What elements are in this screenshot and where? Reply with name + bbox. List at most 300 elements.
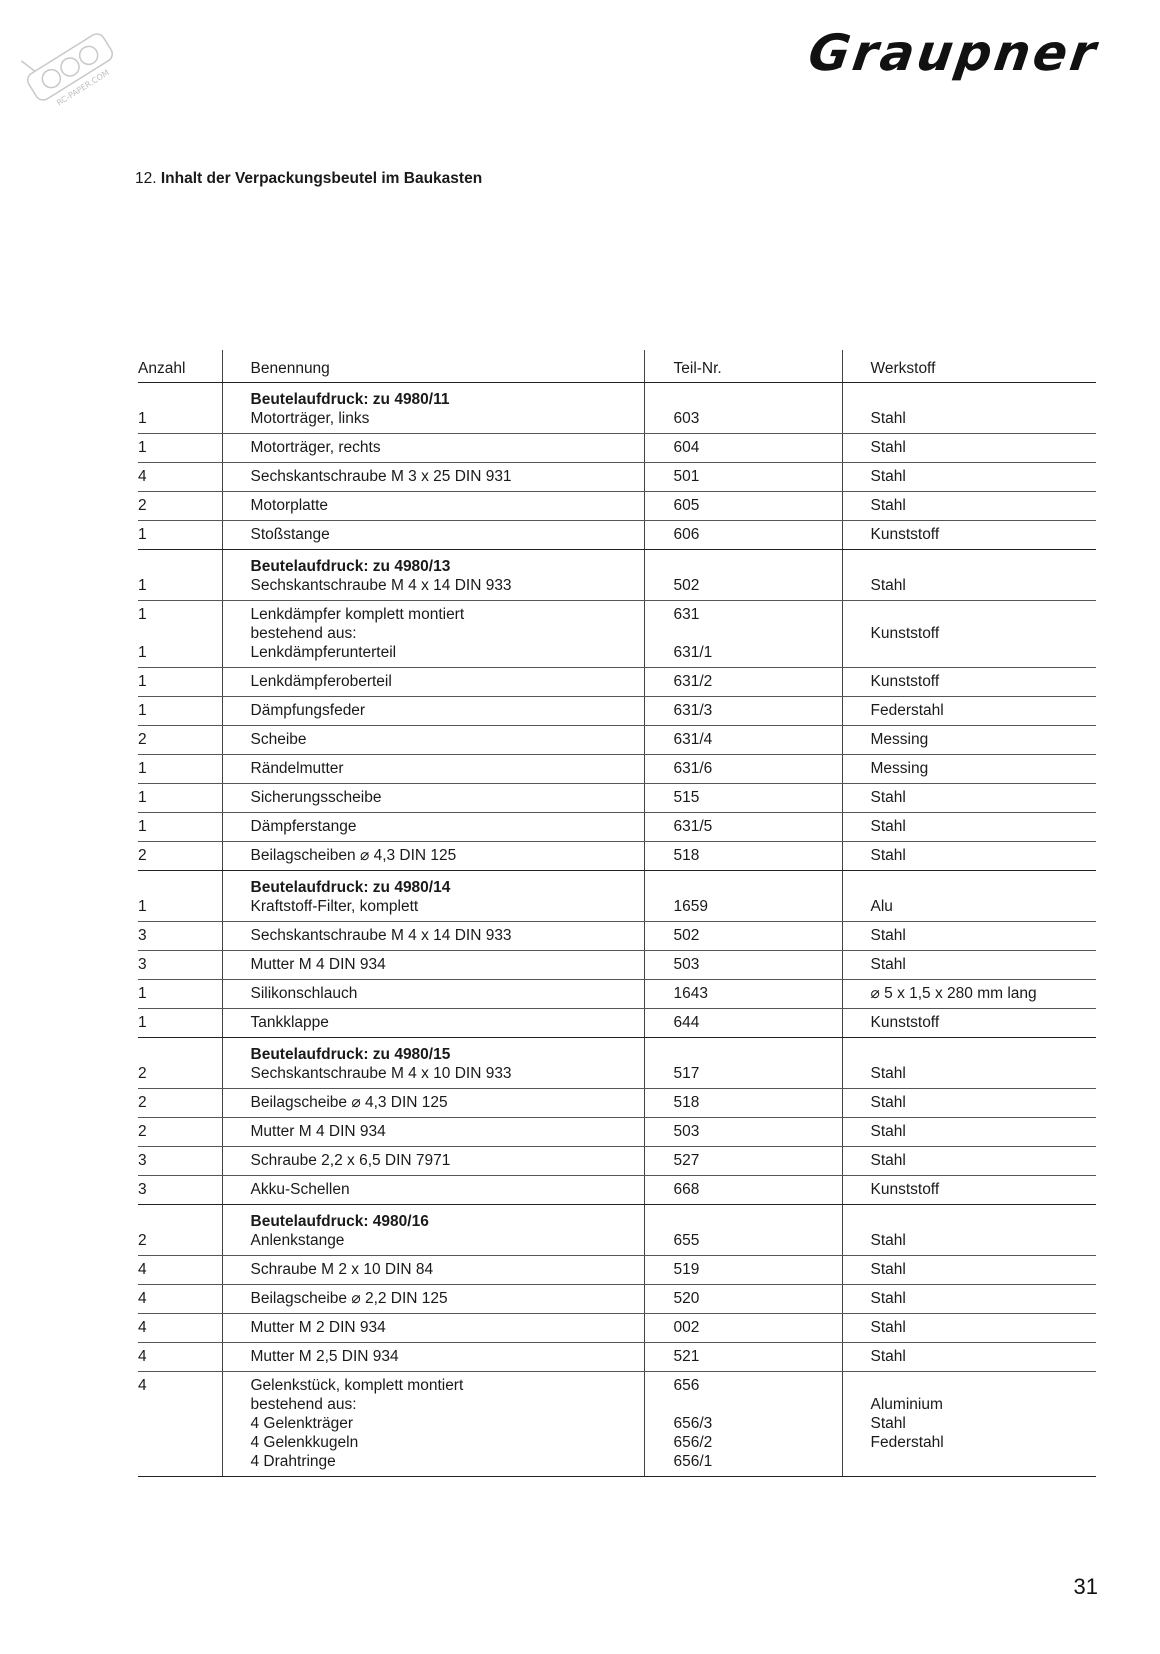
part-number: 519: [673, 1261, 700, 1278]
column-header-name: Benennung: [222, 350, 644, 383]
part-cell: [644, 697, 842, 726]
spacer: [138, 1414, 222, 1433]
material-cell: [842, 383, 1096, 434]
table-row: [138, 463, 1096, 492]
material-value: Kunststoff: [870, 1014, 940, 1031]
qty-cell: [138, 784, 222, 813]
material-cell: [842, 1314, 1096, 1343]
material-value: Stahl: [870, 1065, 906, 1082]
part-number: 631/4: [673, 731, 713, 748]
material-value: Stahl: [870, 1152, 906, 1169]
table-row: [138, 1118, 1096, 1147]
qty-cell: [138, 1205, 222, 1256]
name-cell: [222, 842, 644, 871]
name-cell: [222, 1038, 644, 1089]
table-row: [138, 383, 1096, 434]
part-number: 501: [673, 468, 700, 485]
part-cell: [644, 1089, 842, 1118]
part-number: 518: [673, 847, 700, 864]
part-number: 668: [673, 1181, 700, 1198]
qty-cell: [138, 1285, 222, 1314]
material-cell: [842, 755, 1096, 784]
name-cell: [222, 1118, 644, 1147]
material-cell: [842, 922, 1096, 951]
material-value: Messing: [870, 731, 929, 748]
item-name: Stoßstange: [250, 526, 330, 543]
item-name: Gelenkstück, komplett montiert: [250, 1377, 464, 1394]
name-cell: [222, 980, 644, 1009]
part-number: 502: [673, 577, 700, 594]
item-name: Rändelmutter: [250, 760, 344, 777]
table-row: [138, 668, 1096, 697]
item-name: Lenkdämpfer komplett montiert: [250, 606, 465, 623]
sub-label: bestehend aus:: [250, 1396, 357, 1413]
qty-value: 3: [138, 956, 147, 973]
qty-value: 2: [138, 1232, 147, 1249]
column-header-qty: Anzahl: [138, 350, 222, 383]
qty-cell: [138, 550, 222, 601]
name-cell: [222, 813, 644, 842]
column-header-part: Teil-Nr.: [644, 350, 842, 383]
material-value: Stahl: [870, 927, 906, 944]
material-value: Stahl: [870, 789, 906, 806]
part-number: 002: [673, 1319, 700, 1336]
name-cell: [222, 1285, 644, 1314]
name-cell: [222, 550, 644, 601]
table-row: [138, 1343, 1096, 1372]
qty-value: 1: [138, 702, 147, 719]
table-row: [138, 1009, 1096, 1038]
part-number: 631: [673, 606, 700, 623]
name-cell: [222, 492, 644, 521]
item-name: Sechskantschraube M 3 x 25 DIN 931: [250, 468, 512, 485]
name-cell: [222, 1147, 644, 1176]
name-cell: [222, 1256, 644, 1285]
table-row: [138, 521, 1096, 550]
material-value: Federstahl: [870, 702, 944, 719]
part-number: 517: [673, 1065, 700, 1082]
table-row: [138, 1176, 1096, 1205]
material-cell: [842, 463, 1096, 492]
qty-value: 1: [138, 410, 147, 427]
part-number: 503: [673, 956, 700, 973]
name-cell: [222, 1372, 644, 1477]
item-name: Beilagscheibe ⌀ 4,3 DIN 125: [250, 1094, 448, 1111]
table-row: [138, 1038, 1096, 1089]
part-number: 503: [673, 1123, 700, 1140]
material-value: Stahl: [870, 1094, 906, 1111]
table-row: [138, 434, 1096, 463]
part-cell: [644, 1285, 842, 1314]
qty-cell: [138, 668, 222, 697]
material-cell: [842, 1038, 1096, 1089]
qty-value: 4: [138, 1290, 147, 1307]
qty-value: 1: [138, 760, 147, 777]
name-cell: [222, 1205, 644, 1256]
qty-value: 4: [138, 1377, 147, 1394]
spacer: [138, 1395, 222, 1414]
part-number: 605: [673, 497, 700, 514]
table-row: [138, 922, 1096, 951]
part-number: 631/2: [673, 673, 713, 690]
item-name: Tankklappe: [250, 1014, 329, 1031]
part-number: 655: [673, 1232, 700, 1249]
table-row: [138, 492, 1096, 521]
sub-item-part: 656/2: [673, 1434, 713, 1451]
name-cell: [222, 383, 644, 434]
section-title: Inhalt der Verpackungsbeutel im Baukasten: [160, 170, 483, 187]
qty-value: 2: [138, 1094, 147, 1111]
qty-value: 1: [138, 985, 147, 1002]
sub-item-part: 656/3: [673, 1415, 713, 1432]
qty-cell: [138, 980, 222, 1009]
material-cell: [842, 1118, 1096, 1147]
item-name: Beilagscheibe ⌀ 2,2 DIN 125: [250, 1290, 448, 1307]
table-row: [138, 813, 1096, 842]
part-cell: [644, 1256, 842, 1285]
qty-value: 1: [138, 577, 147, 594]
material-value: Stahl: [870, 468, 906, 485]
qty-cell: [138, 601, 222, 668]
sub-item-part: 656/1: [673, 1453, 713, 1470]
qty-cell: [138, 726, 222, 755]
bag-title: Beutelaufdruck: zu 4980/11: [250, 391, 450, 408]
material-cell: [842, 601, 1096, 668]
material-value: Stahl: [870, 818, 906, 835]
table-row: [138, 726, 1096, 755]
material-cell: [842, 1372, 1096, 1477]
qty-value: 2: [138, 847, 147, 864]
part-number: 631/1: [673, 644, 713, 661]
material-cell: [842, 871, 1096, 922]
material-cell: [842, 668, 1096, 697]
qty-value: 1: [138, 606, 147, 623]
table-row: [138, 550, 1096, 601]
part-number: 502: [673, 927, 700, 944]
item-name: Motorträger, links: [250, 410, 370, 427]
part-cell: [644, 980, 842, 1009]
material-value: Stahl: [870, 497, 906, 514]
item-name: Anlenkstange: [250, 1232, 345, 1249]
qty-cell: [138, 922, 222, 951]
material-value: Kunststoff: [870, 673, 940, 690]
material-cell: [842, 842, 1096, 871]
part-number: 515: [673, 789, 700, 806]
spacer: [674, 1395, 842, 1414]
qty-value: 4: [138, 1348, 147, 1365]
part-cell: [644, 1372, 842, 1477]
qty-cell: [138, 1372, 222, 1477]
table-row: [138, 1089, 1096, 1118]
part-number: 631/3: [673, 702, 713, 719]
qty-cell: [138, 697, 222, 726]
part-cell: [644, 1009, 842, 1038]
name-cell: [222, 434, 644, 463]
qty-value: 3: [138, 1181, 147, 1198]
part-number: 606: [673, 526, 700, 543]
part-number: 603: [673, 410, 700, 427]
part-cell: [644, 951, 842, 980]
sub-item-material: Federstahl: [870, 1434, 944, 1451]
qty-cell: [138, 434, 222, 463]
table-row: [138, 1372, 1096, 1477]
table-row: [138, 1205, 1096, 1256]
qty-cell: [138, 1089, 222, 1118]
table-row: [138, 980, 1096, 1009]
material-cell: [842, 980, 1096, 1009]
item-name: Lenkdämpferunterteil: [250, 644, 397, 661]
sub-label: bestehend aus:: [250, 625, 357, 642]
qty-value: 2: [138, 1123, 147, 1140]
material-cell: [842, 1147, 1096, 1176]
qty-cell: [138, 813, 222, 842]
sub-item-name: 4 Drahtringe: [250, 1453, 336, 1470]
material-value: Messing: [870, 760, 929, 777]
part-number: 644: [673, 1014, 700, 1031]
material-value: Stahl: [870, 1319, 906, 1336]
section-number: 12.: [135, 170, 157, 187]
column-header-material: Werkstoff: [842, 350, 1096, 383]
part-cell: [644, 550, 842, 601]
qty-cell: [138, 1256, 222, 1285]
parts-table: [138, 350, 1096, 1477]
item-name: Mutter M 4 DIN 934: [250, 1123, 386, 1140]
part-cell: [644, 1147, 842, 1176]
name-cell: [222, 951, 644, 980]
table-row: [138, 755, 1096, 784]
material-value: Stahl: [870, 577, 906, 594]
qty-value: 4: [138, 1319, 147, 1336]
item-name: Akku-Schellen: [250, 1181, 350, 1198]
material-cell: [842, 697, 1096, 726]
name-cell: [222, 668, 644, 697]
part-cell: [644, 1205, 842, 1256]
name-cell: [222, 784, 644, 813]
name-cell: [222, 1009, 644, 1038]
name-cell: [222, 1314, 644, 1343]
name-cell: [222, 521, 644, 550]
name-cell: [222, 871, 644, 922]
material-cell: [842, 784, 1096, 813]
material-value: Stahl: [870, 410, 906, 427]
item-name: Mutter M 2,5 DIN 934: [250, 1348, 399, 1365]
part-number: 631/5: [673, 818, 713, 835]
part-cell: [644, 1314, 842, 1343]
material-cell: [842, 1176, 1096, 1205]
part-number: 1643: [673, 985, 708, 1002]
part-cell: [644, 842, 842, 871]
spacer: [871, 605, 1097, 624]
name-cell: [222, 463, 644, 492]
table-row: [138, 1314, 1096, 1343]
item-name: Sechskantschraube M 4 x 14 DIN 933: [250, 577, 512, 594]
qty-cell: [138, 1176, 222, 1205]
item-name: Sicherungsscheibe: [250, 789, 382, 806]
part-number: 631/6: [673, 760, 713, 777]
qty-cell: [138, 463, 222, 492]
item-name: Kraftstoff-Filter, komplett: [250, 898, 419, 915]
material-cell: [842, 492, 1096, 521]
material-value: Stahl: [870, 956, 906, 973]
name-cell: [222, 755, 644, 784]
name-cell: [222, 1343, 644, 1372]
material-cell: [842, 1285, 1096, 1314]
part-cell: [644, 813, 842, 842]
material-cell: [842, 1009, 1096, 1038]
page-number: 31: [1073, 1574, 1098, 1599]
qty-value: 1: [138, 789, 147, 806]
name-cell: [222, 726, 644, 755]
name-cell: [222, 1176, 644, 1205]
sub-item-material: Stahl: [870, 1415, 906, 1432]
spacer: [138, 1433, 222, 1452]
qty-value: 1: [138, 644, 147, 661]
name-cell: [222, 601, 644, 668]
qty-cell: [138, 521, 222, 550]
qty-value: 1: [138, 673, 147, 690]
part-number: 656: [673, 1377, 700, 1394]
qty-value: 2: [138, 731, 147, 748]
part-cell: [644, 434, 842, 463]
part-number: 527: [673, 1152, 700, 1169]
rc-paper-watermark-logo: [18, 22, 122, 112]
part-number: 520: [673, 1290, 700, 1307]
material-value: Stahl: [870, 1290, 906, 1307]
material-cell: [842, 1256, 1096, 1285]
qty-cell: [138, 755, 222, 784]
qty-value: 4: [138, 468, 147, 485]
part-cell: [644, 463, 842, 492]
item-name: Schraube M 2 x 10 DIN 84: [250, 1261, 434, 1278]
bag-title: Beutelaufdruck: zu 4980/14: [250, 879, 451, 896]
item-name: Schraube 2,2 x 6,5 DIN 7971: [250, 1152, 451, 1169]
sub-item-material: Aluminium: [870, 1396, 943, 1413]
part-cell: [644, 784, 842, 813]
spacer: [138, 1452, 222, 1471]
material-value: Stahl: [870, 439, 906, 456]
part-number: 1659: [673, 898, 708, 915]
section-heading: [135, 170, 482, 188]
qty-cell: [138, 842, 222, 871]
material-value: Kunststoff: [870, 625, 940, 642]
part-cell: [644, 871, 842, 922]
qty-cell: [138, 1314, 222, 1343]
qty-value: 3: [138, 927, 147, 944]
qty-value: 1: [138, 898, 147, 915]
material-cell: [842, 1343, 1096, 1372]
qty-value: 2: [138, 1065, 147, 1082]
name-cell: [222, 697, 644, 726]
table-header-row: [138, 350, 1096, 383]
part-cell: [644, 1118, 842, 1147]
material-cell: [842, 1205, 1096, 1256]
material-cell: [842, 726, 1096, 755]
qty-value: 1: [138, 818, 147, 835]
part-cell: [644, 601, 842, 668]
material-cell: [842, 813, 1096, 842]
item-name: Sechskantschraube M 4 x 14 DIN 933: [250, 927, 512, 944]
spacer: [138, 624, 222, 643]
part-number: 604: [673, 439, 700, 456]
table-row: [138, 601, 1096, 668]
qty-cell: [138, 383, 222, 434]
material-value: Stahl: [870, 1261, 906, 1278]
table-row: [138, 1285, 1096, 1314]
qty-value: 4: [138, 1261, 147, 1278]
material-cell: [842, 521, 1096, 550]
material-value: Stahl: [870, 1348, 906, 1365]
sub-item-name: 4 Gelenkkugeln: [250, 1434, 359, 1451]
name-cell: [222, 1089, 644, 1118]
qty-cell: [138, 1118, 222, 1147]
table-row: [138, 1256, 1096, 1285]
bag-title: Beutelaufdruck: zu 4980/13: [250, 558, 451, 575]
table-row: [138, 784, 1096, 813]
table-row: [138, 842, 1096, 871]
material-value: Stahl: [870, 1232, 906, 1249]
qty-value: 2: [138, 497, 147, 514]
material-value: Stahl: [870, 1123, 906, 1140]
item-name: Beilagscheiben ⌀ 4,3 DIN 125: [250, 847, 457, 864]
item-name: Silikonschlauch: [250, 985, 358, 1002]
part-number: 518: [673, 1094, 700, 1111]
bag-title: Beutelaufdruck: zu 4980/15: [250, 1046, 451, 1063]
table-body: [138, 383, 1096, 1477]
qty-cell: [138, 1343, 222, 1372]
spacer: [871, 1376, 1097, 1395]
part-cell: [644, 668, 842, 697]
sub-item-name: 4 Gelenkträger: [250, 1415, 354, 1432]
material-value: Kunststoff: [870, 1181, 940, 1198]
part-cell: [644, 1176, 842, 1205]
qty-value: 1: [138, 439, 147, 456]
spacer: [674, 624, 842, 643]
table-row: [138, 1147, 1096, 1176]
qty-cell: [138, 1038, 222, 1089]
material-cell: [842, 1089, 1096, 1118]
item-name: Dämpferstange: [250, 818, 357, 835]
material-cell: [842, 951, 1096, 980]
item-name: Motorplatte: [250, 497, 329, 514]
item-name: Lenkdämpferoberteil: [250, 673, 392, 690]
qty-cell: [138, 492, 222, 521]
material-value: Stahl: [870, 847, 906, 864]
qty-value: 1: [138, 1014, 147, 1031]
part-cell: [644, 1343, 842, 1372]
qty-cell: [138, 1147, 222, 1176]
qty-cell: [138, 1009, 222, 1038]
qty-value: 1: [138, 526, 147, 543]
table-row: [138, 697, 1096, 726]
item-name: Sechskantschraube M 4 x 10 DIN 933: [250, 1065, 512, 1082]
material-value: ⌀ 5 x 1,5 x 280 mm lang: [870, 985, 1037, 1002]
table-row: [138, 951, 1096, 980]
qty-cell: [138, 951, 222, 980]
part-cell: [644, 521, 842, 550]
material-cell: [842, 434, 1096, 463]
qty-cell: [138, 871, 222, 922]
material-value: Kunststoff: [870, 526, 940, 543]
item-name: Motorträger, rechts: [250, 439, 381, 456]
name-cell: [222, 922, 644, 951]
part-cell: [644, 755, 842, 784]
material-value: Alu: [870, 898, 893, 915]
part-cell: [644, 1038, 842, 1089]
material-cell: [842, 550, 1096, 601]
item-name: Scheibe: [250, 731, 307, 748]
svg-text:RC-PAPER.COM: RC-PAPER.COM: [55, 68, 111, 108]
bag-title: Beutelaufdruck: 4980/16: [250, 1213, 429, 1230]
